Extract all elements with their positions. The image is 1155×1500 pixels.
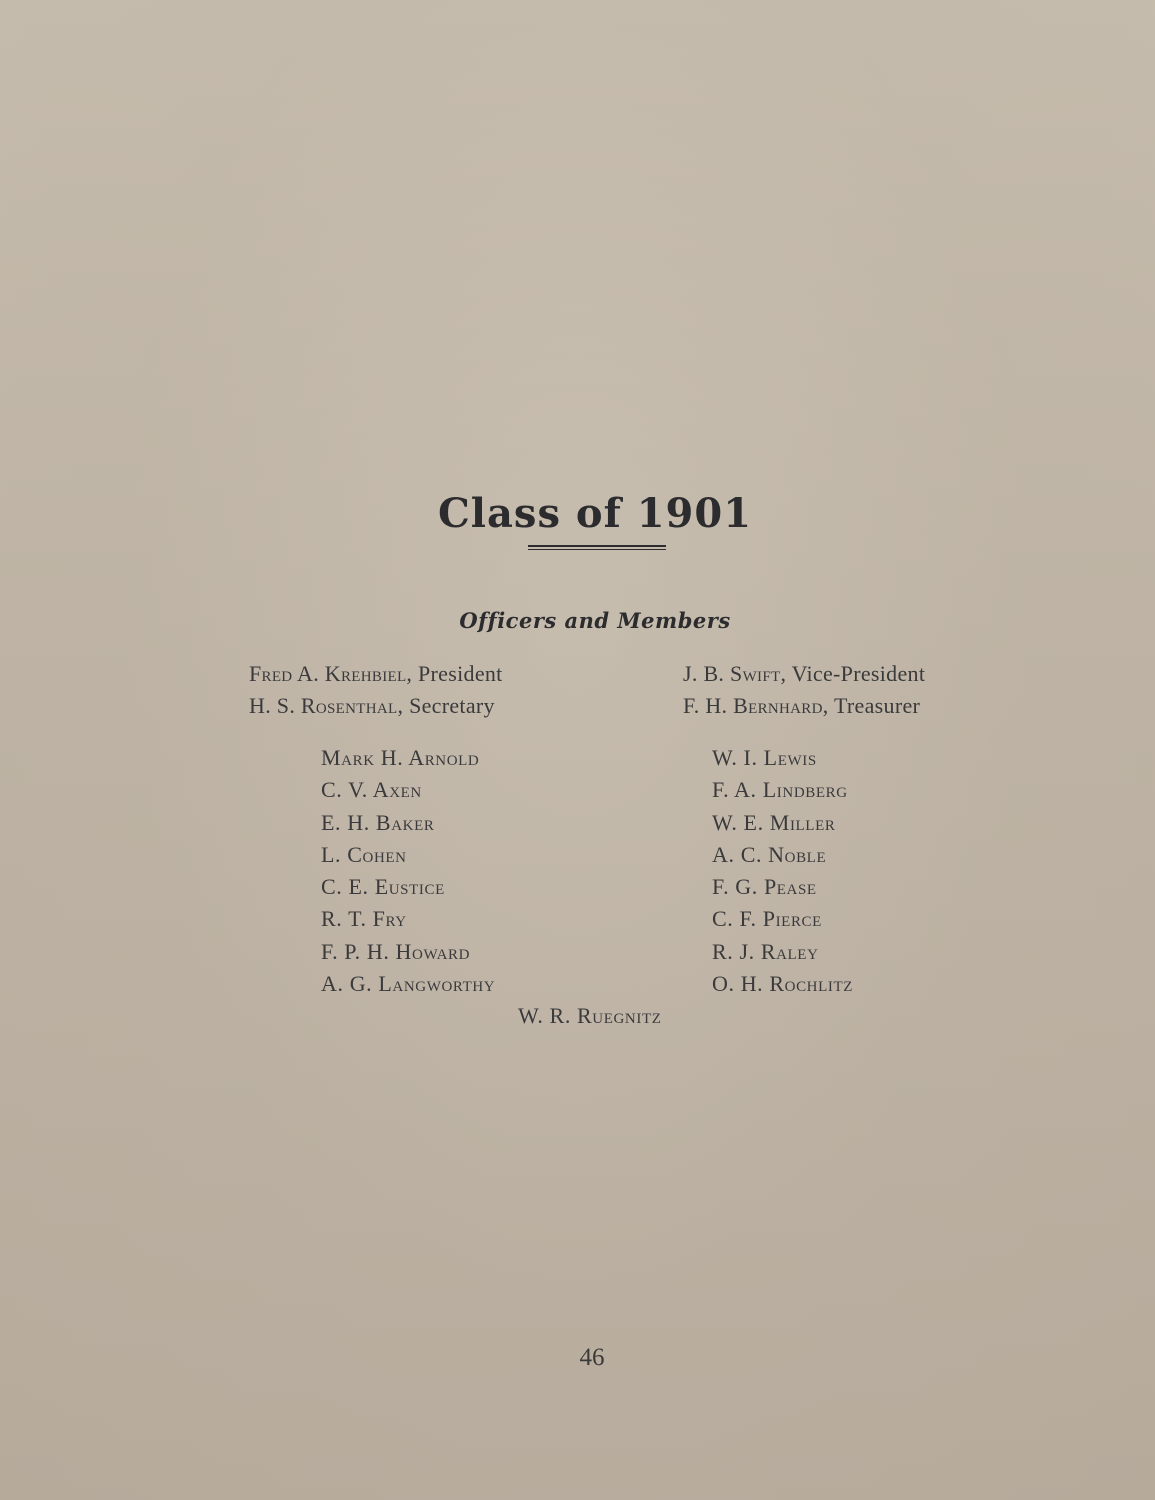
- page-number: 46: [579, 1344, 605, 1371]
- member-name: A. C. Noble: [712, 842, 827, 867]
- officer-secretary: [249, 693, 495, 719]
- member-name: F. G. Pease: [712, 874, 817, 899]
- member-name: C. E. Eustice: [321, 874, 445, 899]
- officer-role: , President: [406, 661, 503, 686]
- officer-name: Fred A. Krehbiel: [249, 661, 407, 686]
- officer-vice-president: [683, 661, 925, 687]
- member-name: A. G. Langworthy: [321, 971, 496, 996]
- page-subtitle: Officers and Members: [459, 608, 731, 633]
- member-name: C. F. Pierce: [712, 906, 822, 931]
- member-name-centered: W. R. Ruegnitz: [518, 1003, 662, 1028]
- officer-treasurer: [683, 693, 920, 719]
- officer-role: , Treasurer: [822, 693, 921, 718]
- member-name: F. P. H. Howard: [321, 939, 471, 964]
- member-name: F. A. Lindberg: [712, 777, 848, 802]
- officer-role: , Vice-President: [780, 661, 926, 686]
- member-name: W. I. Lewis: [712, 745, 817, 770]
- member-name: L. Cohen: [321, 842, 407, 867]
- page-title: Class of 1901: [437, 490, 753, 537]
- officer-role: , Secretary: [397, 693, 495, 718]
- member-name: C. V. Axen: [321, 777, 422, 802]
- member-name: R. J. Raley: [712, 939, 819, 964]
- member-name: Mark H. Arnold: [321, 745, 480, 770]
- member-name: E. H. Baker: [321, 810, 435, 835]
- member-name: W. E. Miller: [712, 810, 836, 835]
- member-name: R. T. Fry: [321, 906, 407, 931]
- officer-name: F. H. Bernhard: [683, 693, 823, 718]
- member-name: O. H. Rochlitz: [712, 971, 854, 996]
- officer-name: H. S. Rosenthal: [249, 693, 398, 718]
- officer-president: [249, 661, 503, 687]
- title-double-rule: [528, 545, 666, 550]
- officer-name: J. B. Swift: [683, 661, 781, 686]
